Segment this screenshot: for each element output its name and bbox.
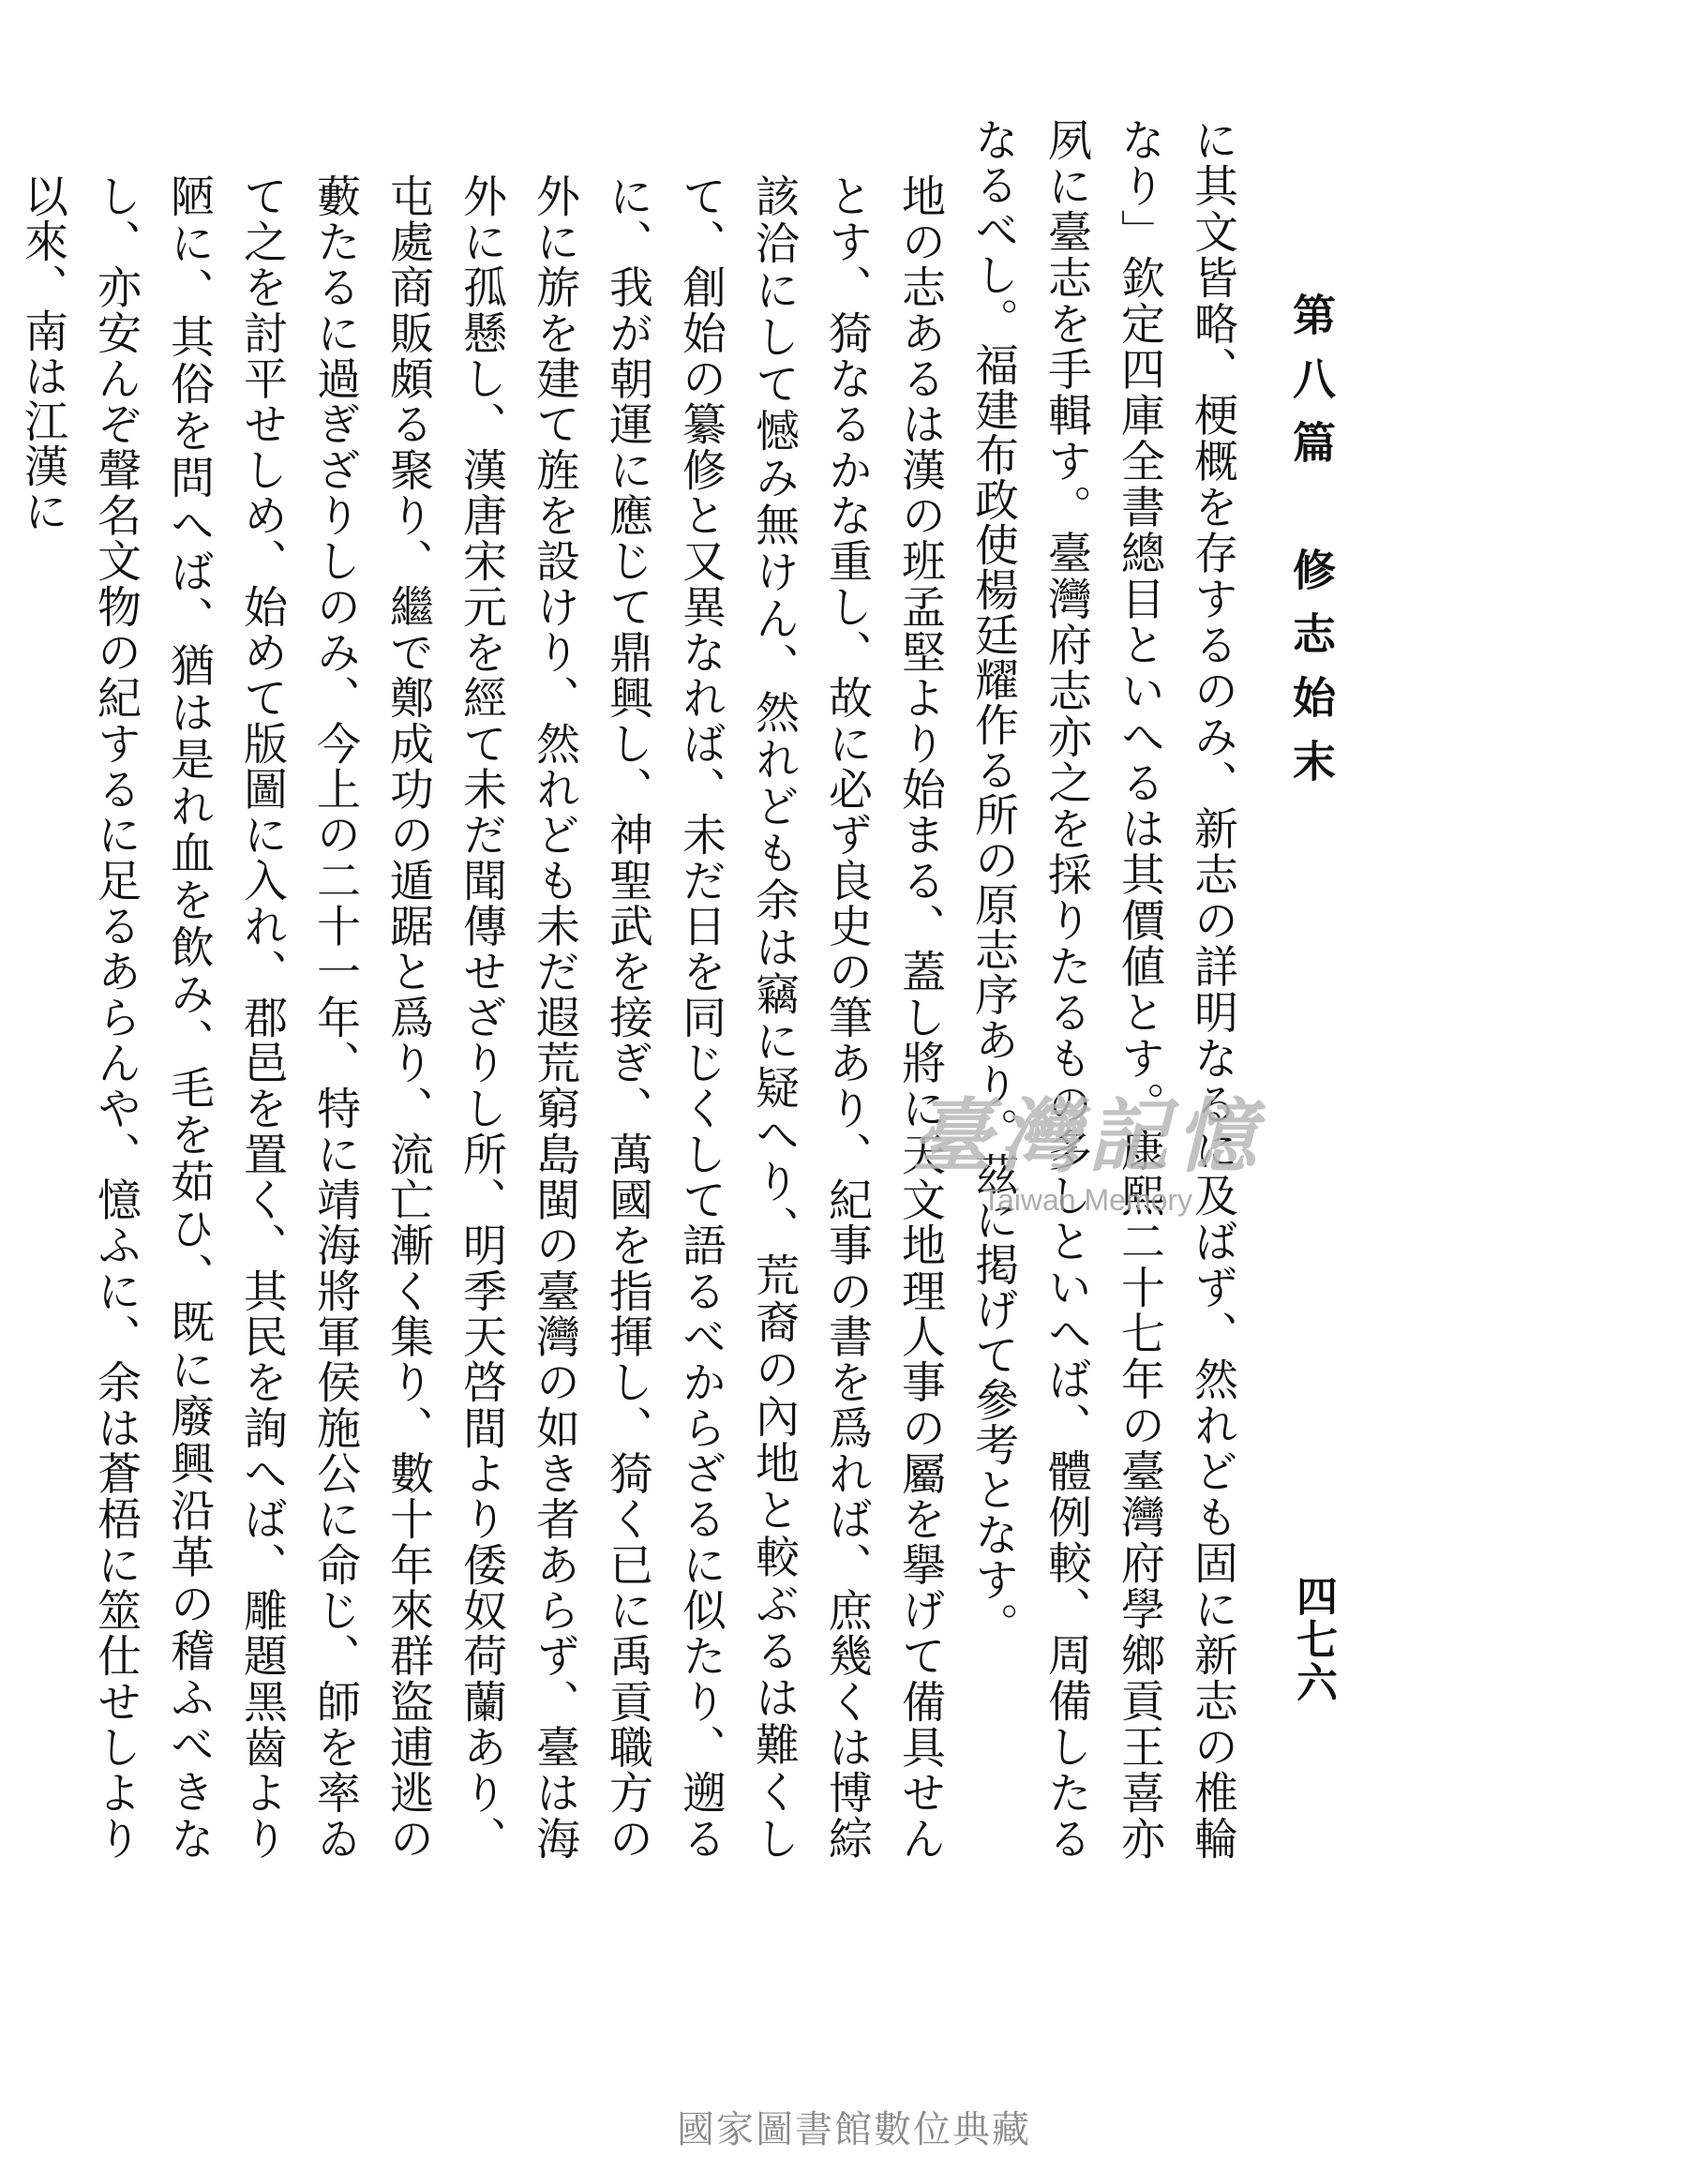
page-number: 四七六 xyxy=(1289,1575,1337,1704)
library-footer: 國家圖書館數位典藏 xyxy=(677,2108,1031,2151)
taiwan-memory-watermark xyxy=(825,1089,1350,1218)
watermark-english-text: Taiwan Memory xyxy=(981,1183,1193,1217)
watermark-logo-text: 臺灣記憶 xyxy=(911,1089,1264,1184)
body-text xyxy=(17,117,1249,1862)
paragraph-continued: に其文皆略、梗概を存するのみ、新志の詳明なるに及ばず、然れども固に新志の椎輪なり」欽定四庫全書總目といへるは其價値とす。康熙二十七年の臺灣府學鄉貢王喜亦夙に臺志を手輯す。臺灣府志亦之を採りたるもの多しといへば、體例較、周備したるなるべし。福建布政使楊廷耀作る所の原志序あり。茲に掲げて參考となす。 xyxy=(967,117,1238,1861)
paragraph-preface-quote: 地の志あるは漢の班孟堅より始まる、蓋し將に天文地理人事の屬を擧げて備具せんとす、猗なるかな重し、故に必ず良史の筆あり、紀事の書を爲れば、庶幾くは博綜該洽にして憾み無けん、然れども余は竊に疑へり、荒裔の內地と較ぶるは難くして、創始の纂修と又異なれば、未だ日を同じくして語るべからざるに似たり、遡るに、我が朝運に應じて鼎興し、神聖武を接ぎ、萬國を指揮し、猗く已に禹貢職方の外に旂を建て旌を設けり、然れども未だ遐荒窮島閩の臺灣の如き者あらず、臺は海外に孤懸し、漢唐宋元を經て未だ聞傳せざりし所、明季天啓間より倭奴荷蘭あり、屯處商販頗る聚り、繼で鄭成功の遁踞と爲り、流亡漸く集り、數十年來群盜逋逃の藪たるに過ぎざりしのみ、今上の二十一年、特に靖海將軍侯施公に命じ、師を率ゐて之を討平せしめ、始めて版圖に入れ、郡邑を置く、其民を詢へば、雕題黑齒より陋に、其俗を問へば、猶は是れ血を飲み、毛を茹ひ、既に廢興沿革の稽ふべきなし、亦安んぞ聲名文物の紀するに足るあらんや、憶ふに、余は蒼梧に筮仕せしより以來、南は江漢に xyxy=(17,173,946,1862)
chapter-header: 第八篇 修志始末 xyxy=(1286,292,1337,802)
